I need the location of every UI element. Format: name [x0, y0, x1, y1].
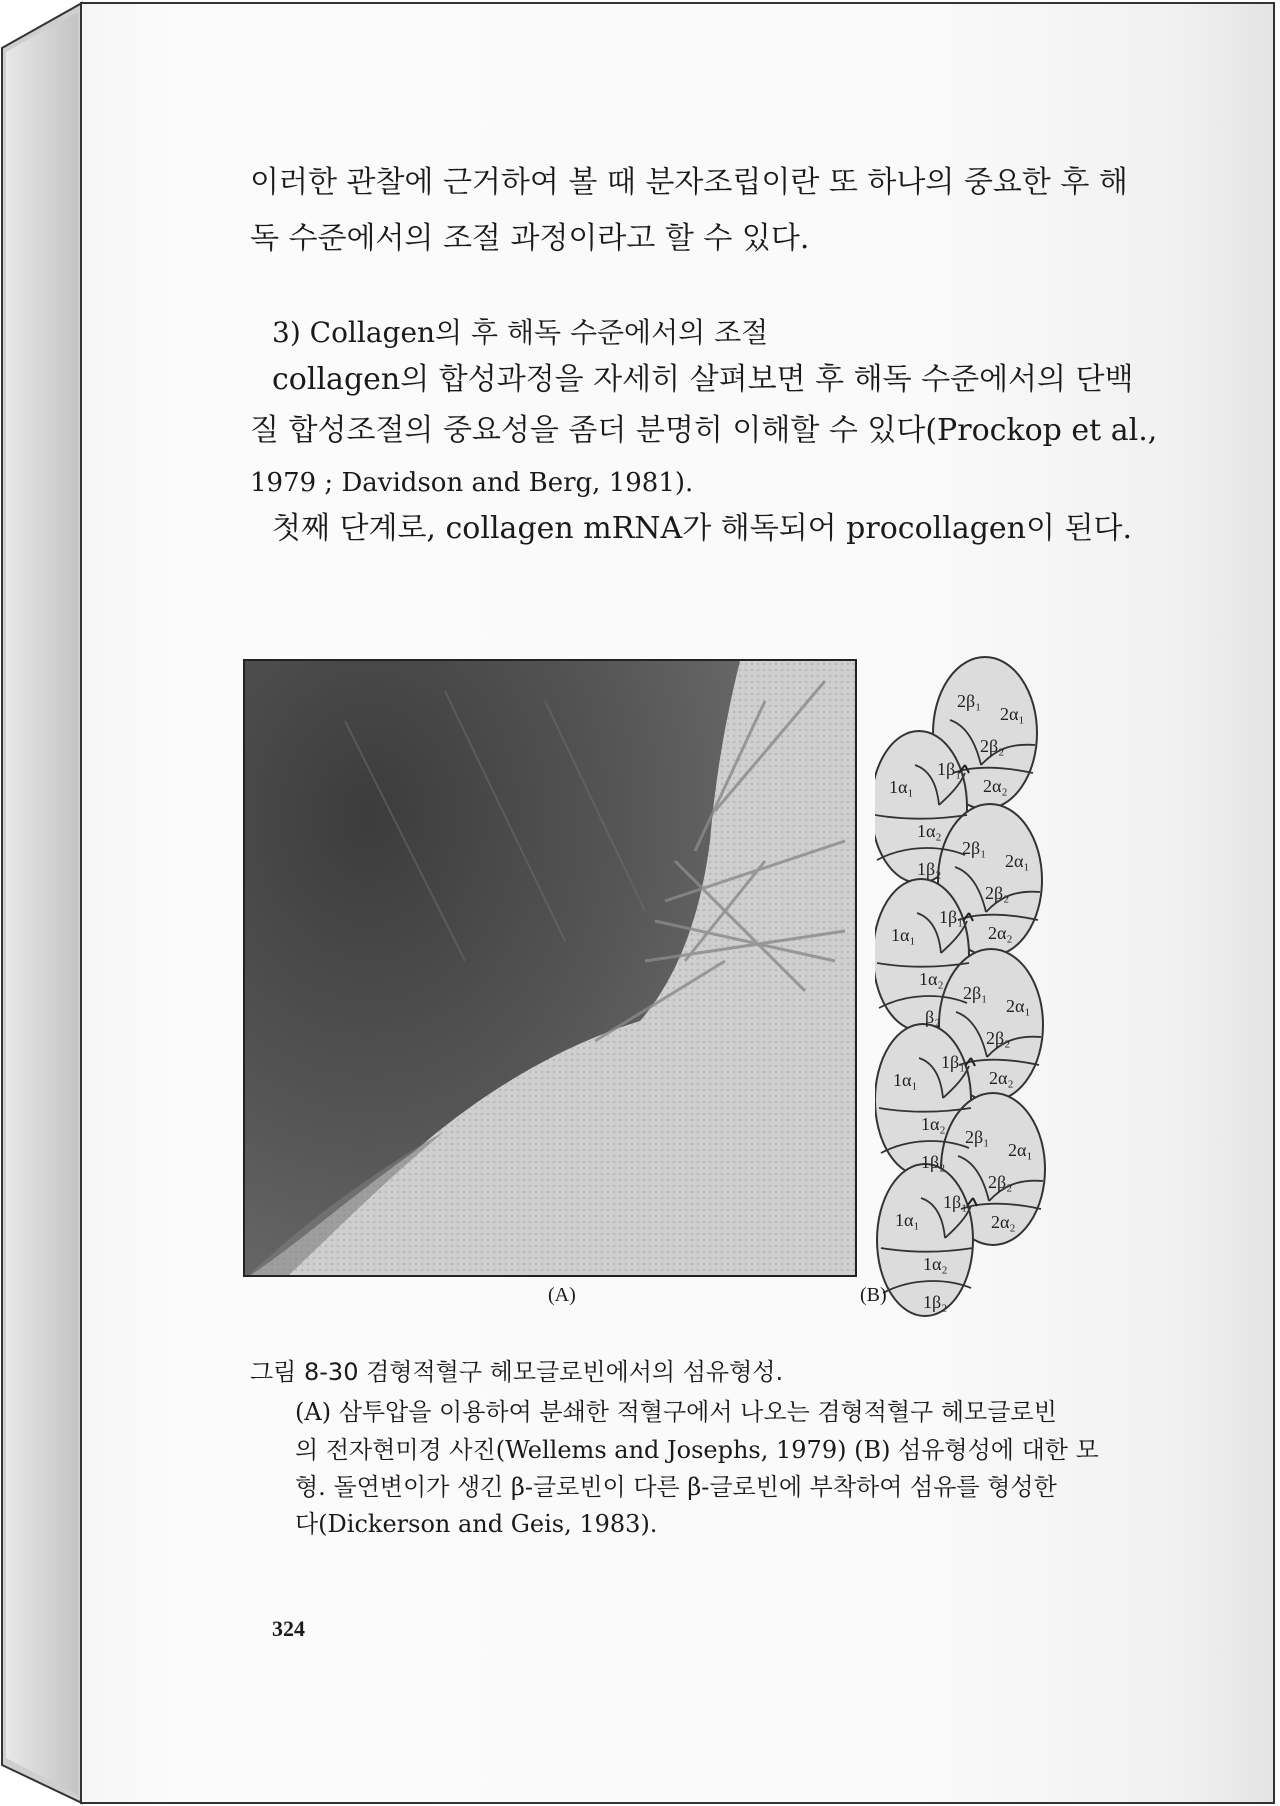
label-2a2-3: 2α₂ [989, 1068, 1014, 1088]
label-1a1-3: 1α₁ [893, 1070, 918, 1090]
para2-line2: 질 합성조절의 중요성을 좀더 분명히 이해할 수 있다(Prockop et al., [250, 413, 1158, 448]
para2-line3: 1979 ; Davidson and Berg, 1981). [250, 468, 694, 498]
label-2b2-1: 2β₂ [980, 736, 1005, 756]
label-2b1-3: 2β₁ [963, 983, 988, 1003]
label-2a1-4: 2α₁ [1008, 1140, 1033, 1160]
label-2b2-2: 2β₂ [985, 883, 1010, 903]
label-1a1-4: 1α₁ [895, 1210, 920, 1230]
fiber-model-diagram [875, 655, 1095, 1325]
label-2b1-2: 2β₁ [962, 838, 987, 858]
micrograph-photo [243, 659, 857, 1277]
label-1a2-2: 1α₂ [919, 969, 944, 989]
label-2b2-3: 2β₂ [986, 1028, 1011, 1048]
label-1b2-1: 1β₂ [917, 859, 942, 879]
label-2a1-3: 2α₁ [1006, 996, 1031, 1016]
caption-line3: 형. 돌연변이가 생긴 β-글로빈이 다른 β-글로빈에 부착하여 섬유를 형성한 [295, 1473, 1057, 1501]
para1-line2: 독 수준에서의 조절 과정이라고 할 수 있다. [250, 221, 810, 256]
label-2b1-1: 2β₁ [957, 691, 982, 711]
label-2a1-2: 2α₁ [1005, 851, 1030, 871]
label-1b2-4: 1β₂ [923, 1292, 948, 1312]
label-1a1-2: 1α₁ [891, 925, 916, 945]
label-b2-2: β₂ [925, 1007, 941, 1027]
label-1b1-2: 1β₁ [939, 907, 964, 927]
label-2a1-1: 2α₁ [1000, 704, 1025, 724]
label-2b2-4: 2β₂ [988, 1172, 1013, 1192]
panel-label-b: (B) [860, 1284, 887, 1306]
label-2a2-1: 2α₂ [983, 776, 1008, 796]
caption-title: 그림 8-30 겸형적혈구 헤모글로빈에서의 섬유형성. [250, 1358, 784, 1386]
caption-line1: (A) 삼투압을 이용하여 분쇄한 적혈구에서 나오는 겸형적혈구 헤모글로빈 [295, 1398, 1057, 1426]
label-1a2-4: 1α₂ [923, 1254, 948, 1274]
label-1a2-3: 1α₂ [921, 1114, 946, 1134]
label-1b1-1: 1β₁ [937, 759, 962, 779]
section-heading: 3) Collagen의 후 해독 수준에서의 조절 [272, 316, 769, 349]
page-number: 324 [272, 1616, 305, 1641]
para2-line1: collagen의 합성과정을 자세히 살펴보면 후 해독 수준에서의 단백 [272, 362, 1134, 397]
caption-line2: 의 전자현미경 사진(Wellems and Josephs, 1979) (B) 섬유형성에 대한 모 [295, 1436, 1099, 1464]
label-2b1-4: 2β₁ [965, 1127, 990, 1147]
panel-label-a: (A) [548, 1284, 576, 1306]
label-2a2-2: 2α₂ [988, 923, 1013, 943]
label-1b1-4: 1β₁ [943, 1192, 968, 1212]
label-2a2-4: 2α₂ [991, 1212, 1016, 1232]
label-1a2-1: 1α₂ [917, 821, 942, 841]
caption-line4: 다(Dickerson and Geis, 1983). [295, 1510, 658, 1538]
label-1b2-3: 1β₂ [921, 1152, 946, 1172]
para3-line1: 첫째 단계로, collagen mRNA가 해독되어 procollagen이 된다. [272, 511, 1133, 546]
label-1a1-1: 1α₁ [889, 777, 914, 797]
label-1b1-3: 1β₁ [941, 1052, 966, 1072]
para1-line1: 이러한 관찰에 근거하여 볼 때 분자조립이란 또 하나의 중요한 후 해 [250, 165, 1128, 200]
